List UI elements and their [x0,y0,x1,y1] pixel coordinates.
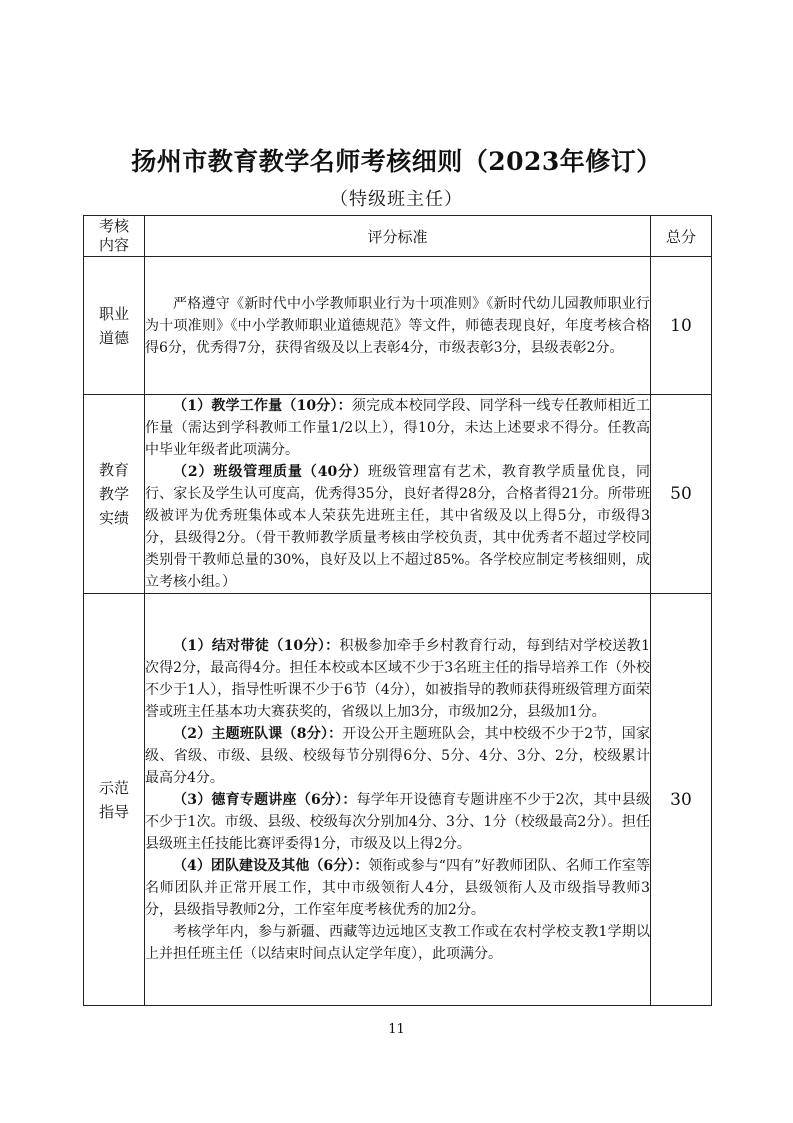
document-subtitle: （特级班主任） [330,189,463,210]
row-score: 10 [651,257,712,395]
page-number: 11 [388,1022,405,1037]
criteria-paragraph: （2）主题班队课（8分）：开设公开主题班队会，其中校级不少于2节，国家级、省级、市级、县级、校级每节分别得6分、5分、4分、3分、2分，校级累计最高分4分。 [145,725,651,786]
row-category: 教育教学实绩 [84,395,145,594]
criteria-paragraph: （1）教学工作量（10分）：须完成本校同学段、同学科一线专任教师相近工作量（需达到学科教师工作量1/2以上），得10分，未达上述要求不得分。任教高中毕业年级者此项满分。 [145,398,650,458]
table-row [84,395,712,594]
document-title: 扬州市教育教学名师考核细则（2023年修订） [131,147,662,176]
header-content: 考核内容 [84,216,145,257]
header-total: 总分 [651,216,712,257]
criteria-paragraph: （2）班级管理质量（40分）班级管理富有艺术，教育教学质量优良，同行、家长及学生认可度高，优秀得35分，良好者得28分，合格者得21分。所带班级被评为优秀班集体或本人荣获先进班主任，其中省级及以上得5分，市级得3分，县级得2分。（骨干教师教学质量考核由学校负责，其中优秀者不超过学校同类别骨干教师总量的30%，良好及以上不超过85%。各学校应制定考核细则，成立考核小组。） [145,464,650,590]
criteria-paragraph: （3）德育专题讲座（6分）：每学年开设德育专题讲座不少于2次，其中县级不少于1次。市级、县级、校级每次分别加4分、3分、1分（校级最高2分）。担任县级班主任技能比赛评委得1分，市级及以上得2分。 [145,791,651,852]
table-row [84,257,712,395]
criteria-paragraph: 考核学年内，参与新疆、西藏等边远地区支教工作或在农村学校支教1学期以上并担任班主任（以结束时间点认定学年度），此项满分。 [145,923,650,962]
row-criteria [145,395,651,594]
row-score: 50 [651,395,712,594]
criteria-paragraph: （1）结对带徒（10分）：积极参加牵手乡村教育行动，每到结对学校送教1次得2分，最高得4分。担任本校或本区域不少于3名班主任的指导培养工作（外校不少于1人），指导性听课不少于6节（4分），如被指导的教师获得班级管理方面荣誉或班主任基本功大赛获奖的，省级以上加3分，市级加2分，县级加1分。 [145,637,650,720]
row-criteria [145,257,651,395]
table-row [84,594,712,1006]
header-criteria: 评分标准 [145,216,651,257]
row-score: 30 [651,594,712,1006]
row-category: 职业道德 [84,257,145,395]
criteria-paragraph: （4）团队建设及其他（6分）：领衔或参与“四有”好教师团队、名师工作室等名师团队并正常开展工作，其中市级领衔人4分，县级领衔人及市级指导教师3分，县级指导教师2分，工作室年度考核优秀的加2分。 [145,857,650,918]
assessment-table [83,215,712,1006]
criteria-paragraph: 严格遵守《新时代中小学教师职业行为十项准则》《新时代幼儿园教师职业行为十项准则》《中小学教师职业道德规范》等文件，师德表现良好，年度考核合格得6分，优秀得7分，获得省级及以上表彰4分，市级表彰3分，县级表彰2分。 [145,295,650,356]
table-header-row [84,216,712,257]
row-category: 示范指导 [84,594,145,1006]
row-criteria [145,594,651,1006]
